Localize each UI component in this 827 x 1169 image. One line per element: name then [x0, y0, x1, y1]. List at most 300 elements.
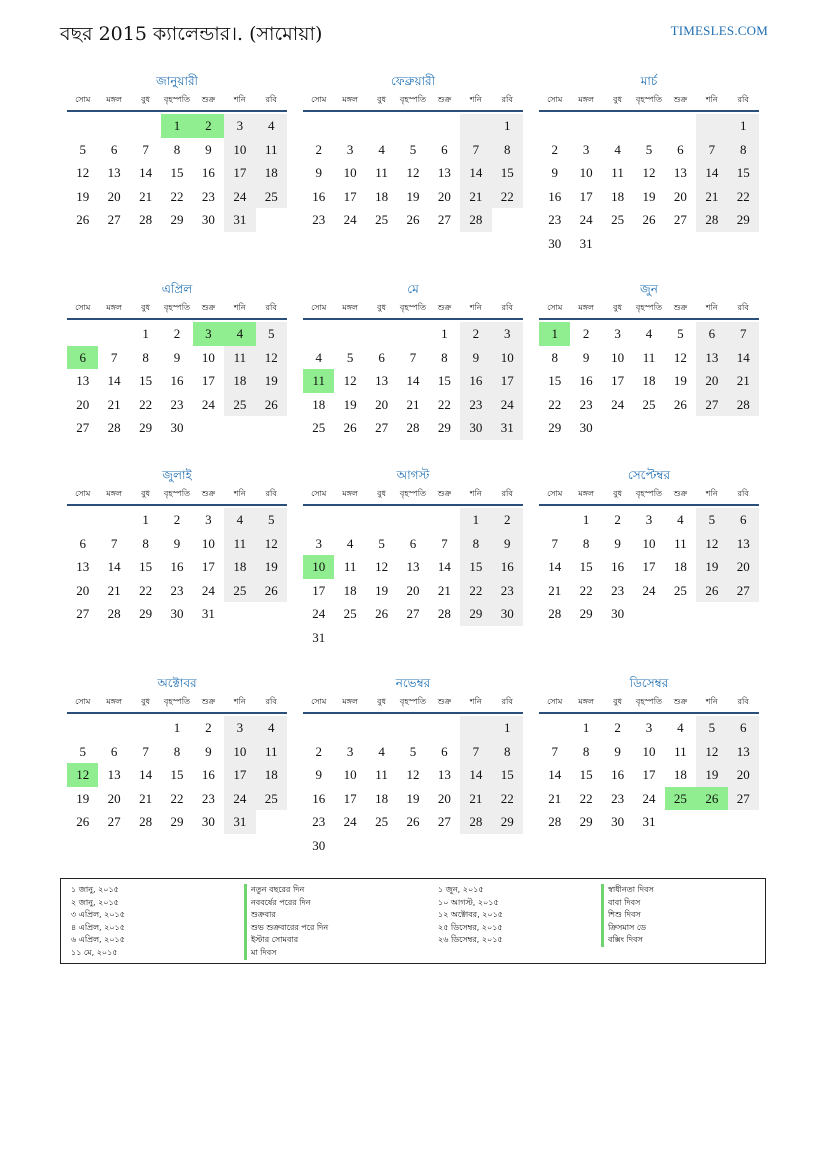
day-cell[interactable]: 7: [142, 141, 149, 157]
day-cell[interactable]: 23: [492, 579, 523, 603]
day-cell[interactable]: 16: [170, 373, 184, 388]
day-cell[interactable]: 3: [224, 114, 255, 138]
day-cell[interactable]: 30: [611, 814, 625, 829]
day-cell[interactable]: 22: [139, 396, 153, 412]
day-cell[interactable]: 14: [437, 559, 451, 574]
day-cell[interactable]: 9: [614, 535, 621, 551]
day-cell[interactable]: 21: [107, 396, 121, 412]
day-cell[interactable]: 27: [76, 606, 90, 621]
day-cell[interactable]: 17: [642, 767, 656, 782]
day-cell[interactable]: 24: [224, 185, 255, 209]
day-cell[interactable]: 15: [437, 373, 451, 388]
day-cell[interactable]: 29: [579, 814, 593, 829]
day-cell[interactable]: 15: [460, 555, 491, 579]
day-cell[interactable]: 8: [582, 743, 590, 759]
day-cell[interactable]: 13: [437, 767, 451, 782]
day-cell[interactable]: 9: [551, 165, 558, 180]
day-cell[interactable]: 4: [224, 508, 255, 532]
day-cell[interactable]: 7: [696, 138, 727, 162]
day-cell[interactable]: 20: [76, 396, 90, 412]
day-cell[interactable]: 1: [728, 114, 759, 138]
day-cell[interactable]: 25: [312, 420, 326, 435]
day-cell[interactable]: 30: [170, 606, 184, 621]
day-cell[interactable]: 30: [201, 212, 215, 227]
day-cell[interactable]: 9: [205, 743, 212, 759]
day-cell[interactable]: 1: [142, 326, 149, 341]
day-cell[interactable]: 5: [79, 743, 86, 759]
day-cell[interactable]: 17: [579, 188, 593, 204]
day-cell[interactable]: 11: [642, 349, 656, 365]
day-cell[interactable]: 19: [76, 188, 90, 204]
day-cell[interactable]: 14: [139, 767, 153, 782]
day-cell[interactable]: 14: [460, 763, 491, 787]
day-cell[interactable]: 18: [375, 790, 389, 806]
day-cell[interactable]: 11: [256, 740, 287, 764]
day-cell[interactable]: 17: [224, 161, 255, 185]
day-cell[interactable]: 15: [170, 767, 184, 782]
day-cell[interactable]: 13: [437, 165, 451, 180]
day-cell[interactable]: 23: [312, 814, 326, 829]
day-cell[interactable]: 16: [312, 188, 326, 204]
day-cell[interactable]: 10: [201, 349, 215, 365]
day-cell[interactable]: 16: [170, 559, 184, 574]
day-cell[interactable]: 24: [224, 787, 255, 811]
day-cell[interactable]: 28: [696, 208, 727, 232]
day-cell[interactable]: 25: [343, 606, 357, 621]
day-cell[interactable]: 27: [437, 212, 451, 227]
day-cell[interactable]: 23: [312, 212, 326, 227]
day-cell[interactable]: 24: [343, 814, 357, 829]
day-cell[interactable]: 5: [256, 508, 287, 532]
day-cell[interactable]: 21: [728, 369, 759, 393]
day-cell[interactable]: 22: [460, 579, 491, 603]
day-cell[interactable]: 18: [256, 763, 287, 787]
day-cell[interactable]: 11: [375, 165, 388, 180]
day-cell[interactable]: 18: [224, 369, 255, 393]
day-cell[interactable]: 16: [579, 373, 593, 388]
day-cell[interactable]: 13: [728, 532, 759, 556]
day-cell[interactable]: 1: [441, 326, 448, 341]
day-cell[interactable]: 7: [110, 349, 118, 365]
day-cell[interactable]: 13: [107, 767, 121, 782]
day-cell[interactable]: 16: [548, 188, 562, 204]
day-cell[interactable]: 26: [76, 212, 90, 227]
day-cell[interactable]: 19: [406, 188, 420, 204]
day-cell[interactable]: 7: [142, 743, 149, 759]
day-cell[interactable]: 26: [256, 393, 287, 417]
day-cell[interactable]: 14: [696, 161, 727, 185]
day-cell[interactable]: 21: [107, 582, 121, 598]
day-cell[interactable]: 12: [256, 532, 287, 556]
day-cell[interactable]: 11: [674, 535, 687, 551]
day-cell[interactable]: 20: [375, 396, 389, 412]
day-cell[interactable]: 27: [437, 814, 451, 829]
day-cell[interactable]: 3: [224, 716, 255, 740]
day-cell[interactable]: 15: [139, 373, 153, 388]
day-cell[interactable]: 26: [696, 787, 727, 811]
day-cell[interactable]: 16: [460, 369, 491, 393]
day-cell[interactable]: 21: [460, 185, 491, 209]
day-cell[interactable]: 19: [696, 555, 727, 579]
day-cell[interactable]: 26: [673, 396, 687, 412]
day-cell[interactable]: 13: [728, 740, 759, 764]
day-cell[interactable]: 29: [579, 606, 593, 621]
day-cell[interactable]: 23: [579, 396, 593, 412]
day-cell[interactable]: 19: [406, 790, 420, 806]
day-cell[interactable]: 5: [696, 716, 727, 740]
day-cell[interactable]: 13: [673, 165, 687, 180]
day-cell[interactable]: 30: [611, 606, 625, 621]
day-cell[interactable]: 6: [677, 141, 684, 157]
day-cell[interactable]: 4: [315, 349, 322, 365]
day-cell[interactable]: 31: [224, 208, 255, 232]
day-cell[interactable]: 26: [406, 212, 420, 227]
day-cell[interactable]: 10: [642, 535, 656, 551]
day-cell[interactable]: 22: [579, 790, 593, 806]
day-cell[interactable]: 21: [460, 787, 491, 811]
day-cell[interactable]: 8: [582, 535, 590, 551]
day-cell[interactable]: 27: [728, 579, 759, 603]
day-cell[interactable]: 27: [406, 606, 420, 621]
day-cell[interactable]: 25: [256, 185, 287, 209]
day-cell[interactable]: 2: [614, 512, 621, 527]
day-cell[interactable]: 1: [492, 716, 523, 740]
day-cell[interactable]: 29: [170, 212, 184, 227]
day-cell[interactable]: 14: [460, 161, 491, 185]
day-cell[interactable]: 4: [224, 322, 255, 346]
day-cell[interactable]: 9: [173, 535, 181, 551]
day-cell[interactable]: 24: [642, 582, 656, 598]
day-cell[interactable]: 3: [645, 512, 653, 527]
day-cell[interactable]: 8: [492, 138, 523, 162]
day-cell[interactable]: 12: [696, 532, 727, 556]
day-cell[interactable]: 10: [611, 349, 625, 365]
day-cell[interactable]: 3: [582, 141, 590, 157]
day-cell[interactable]: 23: [201, 188, 215, 204]
day-cell[interactable]: 6: [696, 322, 727, 346]
day-cell[interactable]: 12: [375, 559, 389, 574]
day-cell[interactable]: 4: [256, 716, 287, 740]
day-cell[interactable]: 29: [139, 606, 153, 621]
day-cell[interactable]: 6: [110, 743, 118, 759]
day-cell[interactable]: 17: [201, 559, 215, 574]
day-cell[interactable]: 18: [673, 767, 687, 782]
day-cell[interactable]: 28: [728, 393, 759, 417]
day-cell[interactable]: 6: [728, 716, 759, 740]
day-cell[interactable]: 11: [303, 369, 334, 393]
day-cell[interactable]: 24: [492, 393, 523, 417]
day-cell[interactable]: 7: [441, 535, 448, 551]
day-cell[interactable]: 20: [107, 188, 121, 204]
day-cell[interactable]: 30: [492, 602, 523, 626]
day-cell[interactable]: 23: [611, 790, 625, 806]
day-cell[interactable]: 4: [645, 326, 653, 341]
day-cell[interactable]: 30: [201, 814, 215, 829]
day-cell[interactable]: 26: [375, 606, 389, 621]
day-cell[interactable]: 24: [201, 396, 215, 412]
day-cell[interactable]: 2: [614, 720, 621, 735]
day-cell[interactable]: 3: [193, 322, 224, 346]
day-cell[interactable]: 27: [696, 393, 727, 417]
day-cell[interactable]: 20: [107, 790, 121, 806]
day-cell[interactable]: 3: [645, 720, 653, 735]
day-cell[interactable]: 30: [170, 420, 184, 435]
day-cell[interactable]: 14: [139, 165, 153, 180]
day-cell[interactable]: 6: [67, 346, 98, 370]
day-cell[interactable]: 22: [170, 790, 184, 806]
day-cell[interactable]: 25: [224, 579, 255, 603]
day-cell[interactable]: 6: [110, 141, 118, 157]
day-cell[interactable]: 3: [492, 322, 523, 346]
day-cell[interactable]: 5: [696, 508, 727, 532]
day-cell[interactable]: 20: [406, 582, 420, 598]
day-cell[interactable]: 11: [674, 743, 687, 759]
day-cell[interactable]: 5: [79, 141, 86, 157]
day-cell[interactable]: 9: [614, 743, 621, 759]
day-cell[interactable]: 8: [173, 141, 181, 157]
day-cell[interactable]: 10: [642, 743, 656, 759]
day-cell[interactable]: 7: [551, 743, 558, 759]
day-cell[interactable]: 10: [201, 535, 215, 551]
day-cell[interactable]: 22: [728, 185, 759, 209]
day-cell[interactable]: 29: [139, 420, 153, 435]
day-cell[interactable]: 23: [460, 393, 491, 417]
day-cell[interactable]: 8: [551, 349, 558, 365]
day-cell[interactable]: 20: [696, 369, 727, 393]
day-cell[interactable]: 25: [224, 393, 255, 417]
day-cell[interactable]: 14: [548, 767, 562, 782]
day-cell[interactable]: 3: [614, 326, 621, 341]
day-cell[interactable]: 14: [728, 346, 759, 370]
day-cell[interactable]: 6: [441, 743, 448, 759]
day-cell[interactable]: 25: [665, 787, 696, 811]
day-cell[interactable]: 7: [551, 535, 558, 551]
brand-link[interactable]: TIMESLES.COM: [670, 23, 768, 38]
day-cell[interactable]: 28: [406, 420, 420, 435]
day-cell[interactable]: 1: [492, 114, 523, 138]
day-cell[interactable]: 25: [375, 212, 389, 227]
day-cell[interactable]: 5: [645, 141, 653, 157]
day-cell[interactable]: 17: [312, 582, 326, 598]
day-cell[interactable]: 8: [460, 532, 491, 556]
day-cell[interactable]: 20: [728, 763, 759, 787]
day-cell[interactable]: 20: [673, 188, 687, 204]
day-cell[interactable]: 26: [406, 814, 420, 829]
day-cell[interactable]: 18: [611, 188, 625, 204]
day-cell[interactable]: 14: [406, 373, 420, 388]
day-cell[interactable]: 19: [696, 763, 727, 787]
day-cell[interactable]: 24: [611, 396, 625, 412]
day-cell[interactable]: 29: [492, 810, 523, 834]
day-cell[interactable]: 7: [110, 535, 118, 551]
day-cell[interactable]: 17: [611, 373, 625, 388]
day-cell[interactable]: 9: [205, 141, 212, 157]
day-cell[interactable]: 16: [492, 555, 523, 579]
day-cell[interactable]: 11: [224, 346, 255, 370]
day-cell[interactable]: 25: [642, 396, 656, 412]
day-cell[interactable]: 1: [142, 512, 149, 527]
day-cell[interactable]: 17: [343, 790, 357, 806]
day-cell[interactable]: 17: [201, 373, 215, 388]
day-cell[interactable]: 9: [315, 165, 322, 180]
day-cell[interactable]: 21: [437, 582, 451, 598]
day-cell[interactable]: 17: [642, 559, 656, 574]
day-cell[interactable]: 14: [107, 373, 121, 388]
day-cell[interactable]: 22: [492, 787, 523, 811]
day-cell[interactable]: 28: [548, 606, 562, 621]
day-cell[interactable]: 26: [696, 579, 727, 603]
day-cell[interactable]: 8: [142, 349, 149, 365]
day-cell[interactable]: 27: [375, 420, 389, 435]
day-cell[interactable]: 31: [642, 814, 656, 829]
day-cell[interactable]: 23: [170, 396, 184, 412]
day-cell[interactable]: 6: [409, 535, 417, 551]
day-cell[interactable]: 2: [492, 508, 523, 532]
day-cell[interactable]: 19: [76, 790, 90, 806]
day-cell[interactable]: 10: [224, 740, 255, 764]
day-cell[interactable]: 30: [579, 420, 593, 435]
day-cell[interactable]: 12: [256, 346, 287, 370]
day-cell[interactable]: 21: [548, 582, 562, 598]
day-cell[interactable]: 23: [548, 212, 562, 227]
day-cell[interactable]: 5: [409, 743, 417, 759]
day-cell[interactable]: 2: [315, 743, 322, 759]
day-cell[interactable]: 12: [406, 165, 420, 180]
day-cell[interactable]: 3: [315, 535, 322, 551]
day-cell[interactable]: 18: [375, 188, 389, 204]
day-cell[interactable]: 15: [728, 161, 759, 185]
day-cell[interactable]: 13: [76, 373, 90, 388]
day-cell[interactable]: 30: [460, 416, 491, 440]
day-cell[interactable]: 29: [460, 602, 491, 626]
day-cell[interactable]: 4: [378, 141, 385, 157]
day-cell[interactable]: 28: [139, 814, 153, 829]
day-cell[interactable]: 1: [582, 720, 590, 735]
day-cell[interactable]: 19: [673, 373, 687, 388]
day-cell[interactable]: 11: [343, 559, 357, 574]
day-cell[interactable]: 7: [460, 138, 491, 162]
day-cell[interactable]: 4: [677, 720, 684, 735]
day-cell[interactable]: 24: [201, 582, 215, 598]
day-cell[interactable]: 9: [173, 349, 181, 365]
day-cell[interactable]: 25: [256, 787, 287, 811]
day-cell[interactable]: 3: [346, 141, 354, 157]
day-cell[interactable]: 21: [696, 185, 727, 209]
day-cell[interactable]: 4: [256, 114, 287, 138]
day-cell[interactable]: 16: [611, 559, 625, 574]
day-cell[interactable]: 1: [460, 508, 491, 532]
day-cell[interactable]: 20: [437, 188, 451, 204]
day-cell[interactable]: 6: [441, 141, 448, 157]
day-cell[interactable]: 18: [673, 559, 687, 574]
day-cell[interactable]: 29: [548, 420, 562, 435]
day-cell[interactable]: 2: [460, 322, 491, 346]
day-cell[interactable]: 23: [611, 582, 625, 598]
day-cell[interactable]: 16: [201, 767, 215, 782]
day-cell[interactable]: 21: [139, 188, 153, 204]
day-cell[interactable]: 25: [673, 582, 687, 598]
day-cell[interactable]: 18: [312, 396, 326, 412]
day-cell[interactable]: 15: [170, 165, 184, 180]
day-cell[interactable]: 1: [539, 322, 570, 346]
day-cell[interactable]: 5: [409, 141, 417, 157]
day-cell[interactable]: 15: [492, 161, 523, 185]
day-cell[interactable]: 25: [375, 814, 389, 829]
day-cell[interactable]: 9: [460, 346, 491, 370]
day-cell[interactable]: 27: [107, 814, 121, 829]
day-cell[interactable]: 4: [677, 512, 684, 527]
day-cell[interactable]: 16: [201, 165, 215, 180]
day-cell[interactable]: 2: [173, 512, 181, 527]
day-cell[interactable]: 30: [548, 235, 562, 251]
day-cell[interactable]: 11: [256, 138, 287, 162]
day-cell[interactable]: 8: [142, 535, 149, 551]
day-cell[interactable]: 15: [139, 559, 153, 574]
day-cell[interactable]: 22: [437, 396, 451, 412]
day-cell[interactable]: 22: [139, 582, 153, 598]
day-cell[interactable]: 24: [642, 790, 656, 806]
day-cell[interactable]: 19: [642, 188, 656, 204]
day-cell[interactable]: 13: [375, 373, 389, 388]
day-cell[interactable]: 26: [642, 212, 656, 227]
day-cell[interactable]: 18: [343, 582, 357, 598]
day-cell[interactable]: 12: [673, 349, 687, 365]
day-cell[interactable]: 13: [76, 559, 90, 574]
day-cell[interactable]: 14: [548, 559, 562, 574]
day-cell[interactable]: 23: [170, 582, 184, 598]
day-cell[interactable]: 22: [579, 582, 593, 598]
day-cell[interactable]: 9: [582, 349, 590, 365]
day-cell[interactable]: 10: [343, 767, 357, 782]
day-cell[interactable]: 8: [492, 740, 523, 764]
day-cell[interactable]: 16: [611, 767, 625, 782]
day-cell[interactable]: 25: [611, 212, 625, 227]
day-cell[interactable]: 31: [224, 810, 255, 834]
day-cell[interactable]: 18: [256, 161, 287, 185]
day-cell[interactable]: 20: [76, 582, 90, 598]
day-cell[interactable]: 5: [378, 535, 385, 551]
day-cell[interactable]: 29: [437, 420, 451, 435]
day-cell[interactable]: 21: [139, 790, 153, 806]
day-cell[interactable]: 28: [139, 212, 153, 227]
day-cell[interactable]: 7: [409, 349, 417, 365]
day-cell[interactable]: 11: [375, 767, 388, 782]
day-cell[interactable]: 17: [492, 369, 523, 393]
day-cell[interactable]: 23: [201, 790, 215, 806]
day-cell[interactable]: 21: [406, 396, 420, 412]
day-cell[interactable]: 9: [315, 767, 322, 782]
day-cell[interactable]: 29: [170, 814, 184, 829]
day-cell[interactable]: 12: [642, 165, 656, 180]
day-cell[interactable]: 21: [548, 790, 562, 806]
day-cell[interactable]: 5: [677, 326, 684, 341]
day-cell[interactable]: 7: [728, 322, 759, 346]
day-cell[interactable]: 26: [256, 579, 287, 603]
day-cell[interactable]: 3: [346, 743, 354, 759]
day-cell[interactable]: 2: [173, 326, 181, 341]
day-cell[interactable]: 17: [224, 763, 255, 787]
day-cell[interactable]: 10: [303, 555, 334, 579]
day-cell[interactable]: 22: [170, 188, 184, 204]
day-cell[interactable]: 12: [76, 165, 90, 180]
day-cell[interactable]: 14: [107, 559, 121, 574]
day-cell[interactable]: 7: [460, 740, 491, 764]
day-cell[interactable]: 19: [343, 396, 357, 412]
day-cell[interactable]: 1: [582, 512, 590, 527]
day-cell[interactable]: 5: [256, 322, 287, 346]
day-cell[interactable]: 4: [378, 743, 385, 759]
day-cell[interactable]: 1: [161, 114, 192, 138]
